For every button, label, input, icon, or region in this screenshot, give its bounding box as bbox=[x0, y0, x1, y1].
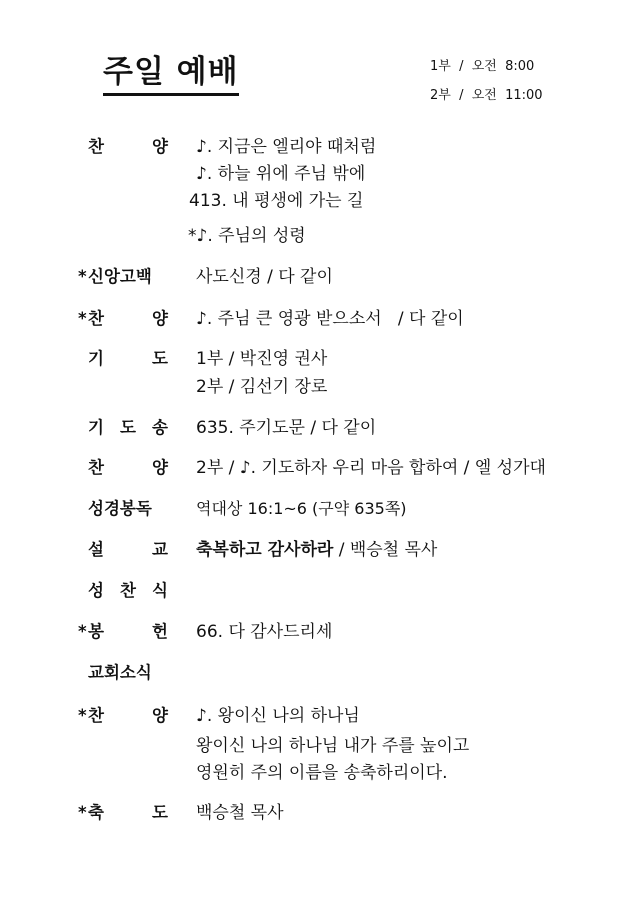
order-item-benediction bbox=[0, 800, 636, 830]
order-item-praise-4 bbox=[0, 703, 636, 783]
item-label: 성 찬 식 bbox=[88, 581, 168, 600]
order-item-prayer-song bbox=[0, 415, 636, 445]
item-label: * 봉 헌 bbox=[88, 619, 176, 645]
item-label: 설 교 bbox=[88, 540, 168, 559]
standing-mark: * bbox=[78, 622, 87, 641]
order-item-communion bbox=[0, 578, 636, 608]
item-label: * 신앙고백 bbox=[88, 264, 176, 290]
item-line bbox=[196, 537, 437, 563]
item-line: ♪. 왕이신 나의 하나님 bbox=[196, 706, 360, 726]
order-item-praise-3 bbox=[0, 455, 636, 485]
order-item-prayer bbox=[0, 346, 636, 397]
order-item-praise-2 bbox=[0, 306, 636, 336]
item-line: 사도신경 / 다 같이 bbox=[196, 267, 333, 287]
order-item-sermon bbox=[0, 537, 636, 567]
item-line: 왕이신 나의 하나님 내가 주를 높이고 bbox=[196, 736, 470, 756]
item-label: 기 도 송 bbox=[88, 418, 168, 437]
order-item-scripture bbox=[0, 496, 636, 526]
item-line: ♪. 주님 큰 영광 받으소서 / 다 같이 bbox=[196, 309, 464, 329]
item-line: 역대상 16:1~6 (구약 635쪽) bbox=[196, 499, 407, 518]
item-line: 영원히 주의 이름을 송축하리이다. bbox=[196, 763, 448, 783]
page-title: 주일 예배 bbox=[103, 52, 239, 96]
item-label: 기 도 bbox=[88, 349, 168, 368]
item-label: * 찬 양 bbox=[88, 703, 176, 729]
item-line: 1부 / 박진영 권사 bbox=[196, 349, 328, 369]
item-line: 66. 다 감사드리세 bbox=[196, 622, 333, 642]
order-item-confession bbox=[0, 264, 636, 294]
standing-mark: * bbox=[78, 706, 87, 725]
item-line: ♪. 지금은 엘리야 때처럼 bbox=[196, 137, 377, 157]
service-time-2: 2부 / 오전 11:00 bbox=[430, 88, 543, 103]
item-label: * 찬 양 bbox=[88, 306, 176, 332]
service-time-1: 1부 / 오전 8:00 bbox=[430, 59, 535, 74]
item-line: ♪. 하늘 위에 주님 밖에 bbox=[196, 164, 366, 184]
item-line: *♪. 주님의 성령 bbox=[188, 226, 306, 246]
standing-mark: * bbox=[78, 803, 87, 822]
item-label: * 축 도 bbox=[88, 800, 176, 826]
item-label: 성경봉독 bbox=[88, 499, 152, 518]
item-line: 413. 내 평생에 가는 길 bbox=[189, 191, 364, 211]
order-item-praise-1 bbox=[0, 134, 636, 246]
standing-mark: * bbox=[78, 267, 87, 286]
item-label: 교회소식 bbox=[88, 663, 152, 682]
item-label: 찬 양 bbox=[88, 137, 168, 156]
order-item-offering bbox=[0, 619, 636, 649]
standing-mark: * bbox=[78, 309, 87, 328]
item-line: 2부 / ♪. 기도하자 우리 마음 합하여 / 엘 성가대 bbox=[196, 458, 546, 478]
item-line: 백승철 목사 bbox=[196, 803, 284, 823]
sermon-preacher: / 백승철 목사 bbox=[333, 540, 438, 560]
item-line: 2부 / 김선기 장로 bbox=[196, 377, 328, 397]
order-item-announcements bbox=[0, 660, 636, 690]
item-line: 635. 주기도문 / 다 같이 bbox=[196, 418, 377, 438]
item-label: 찬 양 bbox=[88, 458, 168, 477]
sermon-title: 축복하고 감사하라 bbox=[196, 540, 334, 560]
